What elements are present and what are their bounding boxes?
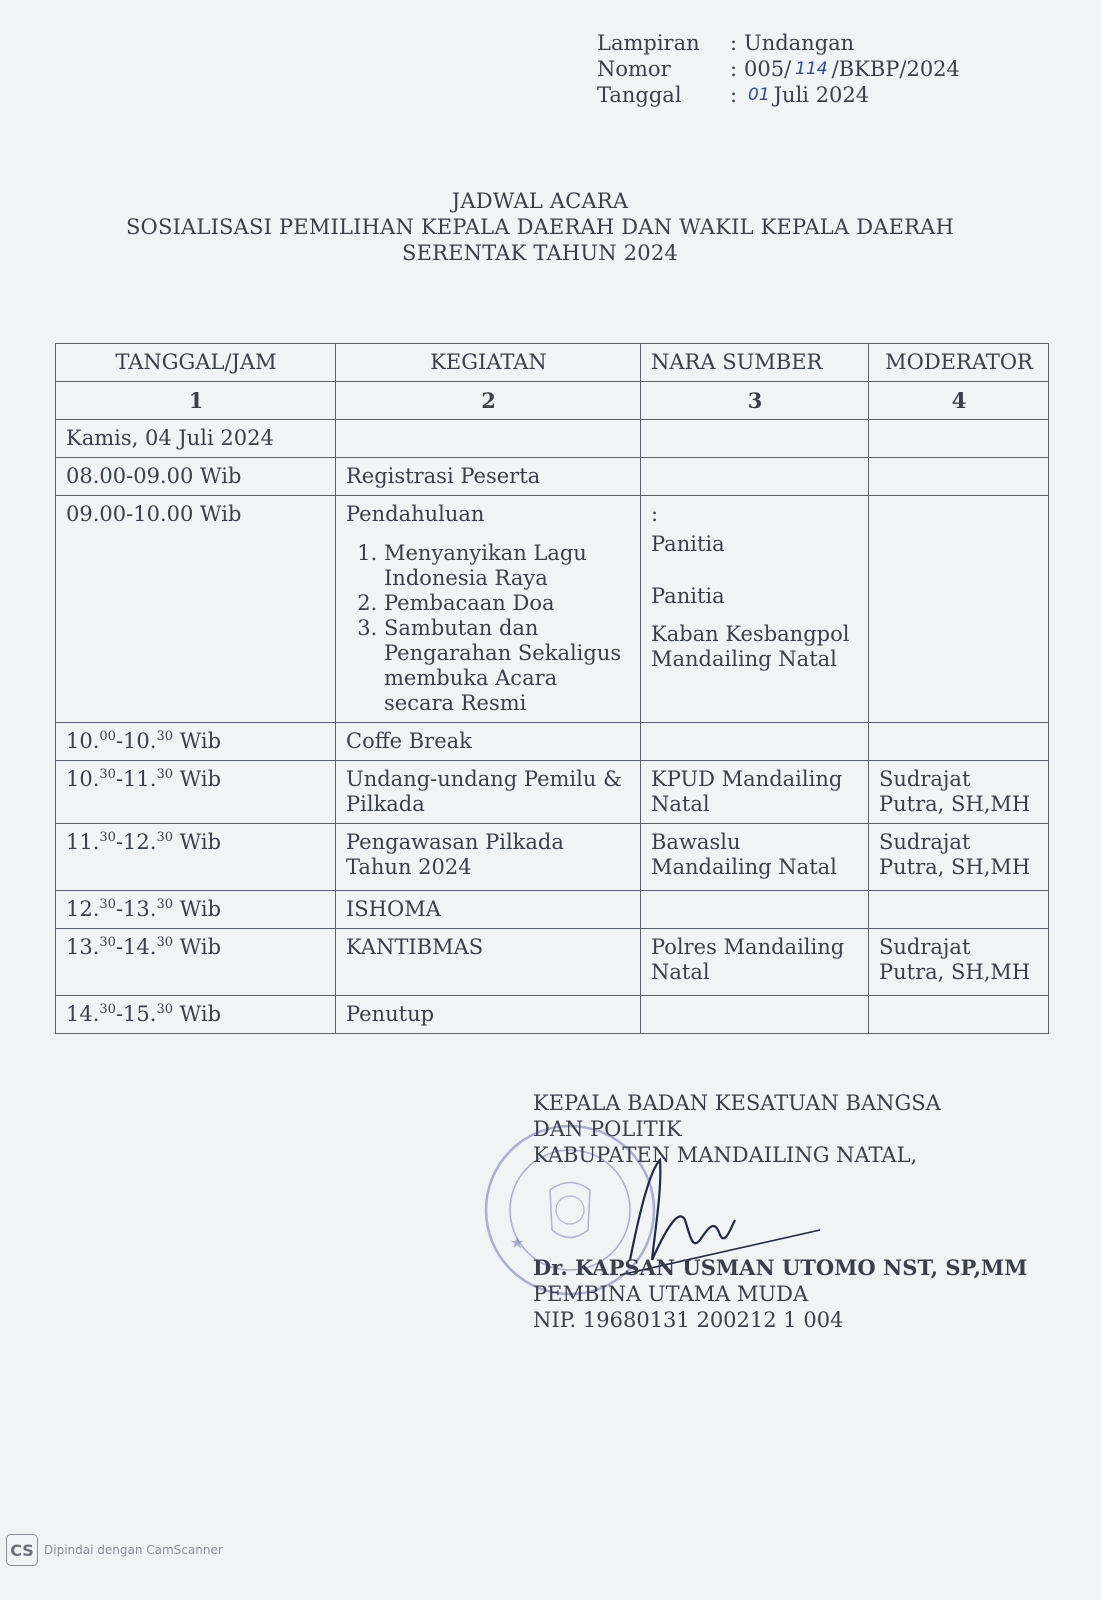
nomor-suffix: /BKBP/2024: [831, 57, 960, 81]
moderator-cell: Sudrajat Putra, SH,MH: [869, 761, 1049, 824]
speaker-cell: Polres Mandailing Natal: [641, 929, 869, 996]
signature-block: [533, 1090, 1027, 1333]
time-cell: 08.00-09.00 Wib: [56, 458, 336, 496]
scanner-watermark-text: Dipindai dengan CamScanner: [44, 1543, 223, 1557]
nomor-row: [597, 56, 960, 82]
speaker-cell: [641, 996, 869, 1034]
lampiran-value: Undangan: [744, 31, 855, 55]
time-cell: 12.30-13.30 Wib: [56, 891, 336, 929]
signatory-rank: PEMBINA UTAMA MUDA: [533, 1282, 809, 1306]
table-row: [56, 458, 1049, 496]
moderator-cell: [869, 891, 1049, 929]
header-kegiatan: KEGIATAN: [336, 344, 641, 382]
column-number: 4: [869, 382, 1049, 420]
speaker-cell: [641, 891, 869, 929]
speaker-cell: [641, 458, 869, 496]
activity-cell: Registrasi Peserta: [336, 458, 641, 496]
table-row: [56, 929, 1049, 996]
tanggal-value: Juli 2024: [773, 83, 870, 107]
svg-text:★: ★: [510, 1233, 525, 1252]
signatory-name: Dr. KAPSAN USMAN UTOMO NST, SP,MM: [533, 1255, 1028, 1280]
speaker-cell: [641, 723, 869, 761]
activity-cell: [336, 496, 641, 723]
colon: :: [730, 83, 738, 107]
activity-cell: KANTIBMAS: [336, 929, 641, 996]
tanggal-label: Tanggal: [597, 83, 682, 107]
agenda-list: [346, 541, 631, 716]
list-item: 2. Pembacaan Doa: [384, 591, 631, 616]
letter-metadata: [597, 30, 960, 108]
time-cell: 10.30-11.30 Wib: [56, 761, 336, 824]
moderator-cell: [869, 723, 1049, 761]
time-cell: 11.30-12.30 Wib: [56, 824, 336, 891]
activity-cell: ISHOMA: [336, 891, 641, 929]
table-row: [56, 723, 1049, 761]
schedule-table: [55, 343, 1049, 1034]
speaker-colon: :: [651, 502, 659, 526]
activity-cell: Pengawasan Pilkada Tahun 2024: [336, 824, 641, 891]
speaker-item: Panitia: [651, 584, 725, 608]
event-date: Kamis, 04 Juli 2024: [56, 420, 336, 458]
header-tanggal-jam: TANGGAL/JAM: [56, 344, 336, 382]
moderator-cell: Sudrajat Putra, SH,MH: [869, 929, 1049, 996]
nomor-label: Nomor: [597, 57, 671, 81]
table-row: [56, 496, 1049, 723]
date-row: [56, 420, 1049, 458]
moderator-cell: [869, 996, 1049, 1034]
column-number: 3: [641, 382, 869, 420]
signatory-title-line-3: KABUPATEN MANDAILING NATAL,: [533, 1143, 918, 1167]
moderator-cell: [869, 458, 1049, 496]
lampiran-label: Lampiran: [597, 31, 700, 55]
nomor-handwritten: 114: [795, 59, 828, 79]
moderator-cell: [869, 496, 1049, 723]
speaker-cell: [641, 496, 869, 723]
title-line-2: SOSIALISASI PEMILIHAN KEPALA DAERAH DAN WAKIL KEPALA DAERAH: [125, 215, 955, 239]
empty-cell: [641, 420, 869, 458]
speaker-item: Kaban Kesbangpol Mandailing Natal: [651, 622, 850, 671]
activity-heading: Pendahuluan: [346, 502, 485, 526]
column-number: 1: [56, 382, 336, 420]
list-item: 3. Sambutan dan Pengarahan Sekaligus membuka Acara secara Resmi: [384, 616, 631, 716]
empty-cell: [869, 420, 1049, 458]
header-row: [56, 344, 1049, 382]
signatory-nip: NIP. 19680131 200212 1 004: [533, 1308, 844, 1332]
table-row: [56, 996, 1049, 1034]
empty-cell: [336, 420, 641, 458]
signatory-title-line-1: KEPALA BADAN KESATUAN BANGSA: [533, 1091, 941, 1115]
table-row: [56, 761, 1049, 824]
colon: :: [730, 31, 738, 55]
time-cell: 14.30-15.30 Wib: [56, 996, 336, 1034]
document-title: [0, 188, 1080, 266]
activity-cell: Penutup: [336, 996, 641, 1034]
title-line-3: SERENTAK TAHUN 2024: [402, 241, 678, 265]
table-row: [56, 891, 1049, 929]
activity-cell: Coffe Break: [336, 723, 641, 761]
title-line-1: JADWAL ACARA: [451, 189, 629, 213]
header-nara-sumber: NARA SUMBER: [641, 344, 869, 382]
colon: :: [730, 57, 738, 81]
time-cell: 13.30-14.30 Wib: [56, 929, 336, 996]
moderator-cell: Sudrajat Putra, SH,MH: [869, 824, 1049, 891]
activity-cell: Undang-undang Pemilu & Pilkada: [336, 761, 641, 824]
tanggal-row: [597, 82, 960, 108]
list-item: 1. Menyanyikan Lagu Indonesia Raya: [384, 541, 631, 591]
column-number: 2: [336, 382, 641, 420]
header-moderator: MODERATOR: [869, 344, 1049, 382]
camscanner-logo: CS: [6, 1534, 38, 1566]
time-cell: 10.00-10.30 Wib: [56, 723, 336, 761]
time-cell: 09.00-10.00 Wib: [56, 496, 336, 723]
tanggal-handwritten: 01: [748, 85, 770, 105]
table-row: [56, 824, 1049, 891]
lampiran-row: [597, 30, 960, 56]
signatory-title-line-2: DAN POLITIK: [533, 1117, 682, 1141]
column-number-row: [56, 382, 1049, 420]
speaker-cell: KPUD Mandailing Natal: [641, 761, 869, 824]
speaker-cell: Bawaslu Mandailing Natal: [641, 824, 869, 891]
scanner-footer: [6, 1534, 223, 1566]
nomor-prefix: 005/: [744, 57, 792, 81]
speaker-item: Panitia: [651, 532, 725, 556]
